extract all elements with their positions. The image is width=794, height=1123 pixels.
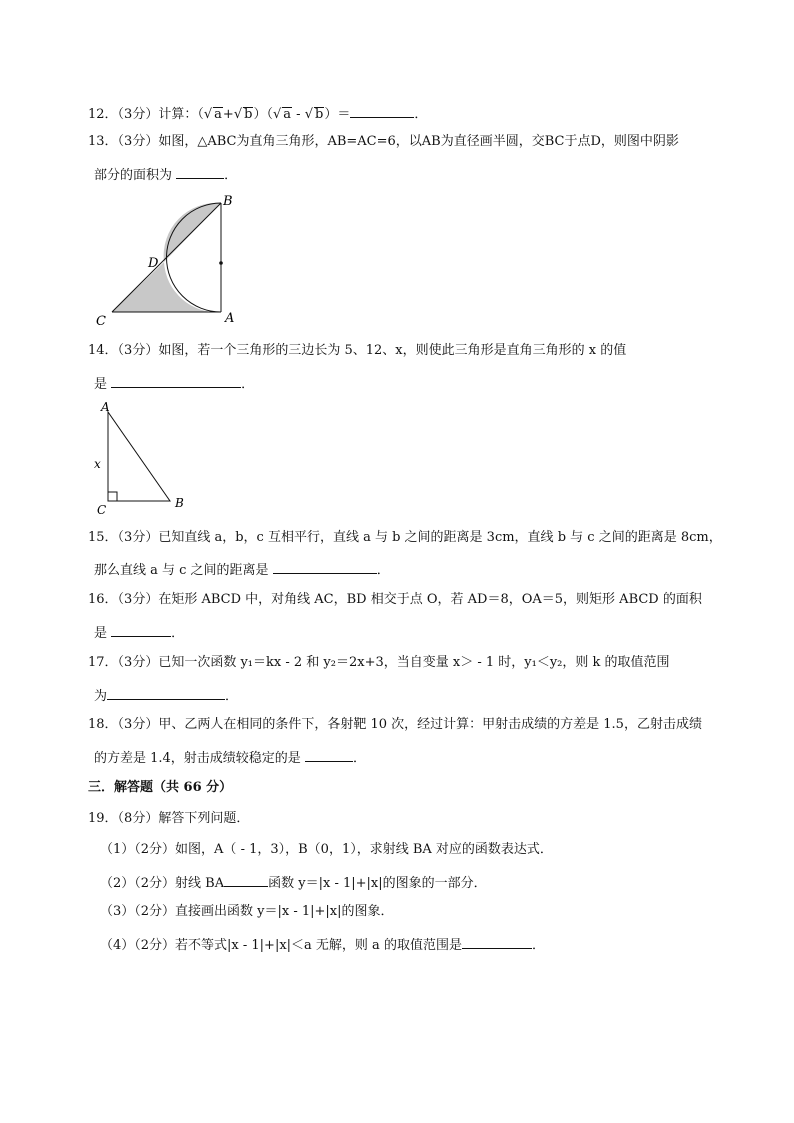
q19-part2-blank[interactable] [224, 872, 268, 887]
q18-score: （3分） [117, 717, 159, 732]
q13-label-c: C [96, 314, 106, 329]
q17-text: 已知一次函数 y₁＝kx - 2 和 y₂＝2x+3，当自变量 x＞ - 1 时，y₁＜y₂，则 k 的取值范围 [158, 655, 670, 670]
q19-score: （8分） [117, 811, 159, 826]
q19-part2-b: 函数 y＝|x - 1|+|x|的图象的一部分． [268, 876, 487, 891]
sqrt-sign: √ [304, 107, 313, 122]
q19-line1 [88, 810, 249, 828]
q15-line2 [94, 559, 390, 580]
q19-part4-end: ． [531, 938, 545, 953]
q12-mid: ）（ [253, 107, 273, 122]
q16-score: （3分） [117, 592, 159, 607]
q18-text2: 的方差是 1.4，射击成绩较稳定的是 [94, 751, 301, 766]
q12-score: （3分） [117, 107, 159, 122]
q13-label-a: A [225, 311, 235, 326]
q14-right-angle-mark [108, 492, 117, 501]
q15-text: 已知直线 a，b，c 互相平行，直线 a 与 b 之间的距离是 3cm，直线 b 与 c 之间的距离是 8cm， [158, 530, 722, 545]
q12-plus: + [222, 107, 234, 122]
q12-answer-blank[interactable] [350, 103, 414, 118]
q18-end: ． [352, 751, 366, 766]
q14-line2 [94, 373, 254, 394]
q18-answer-blank[interactable] [305, 747, 353, 762]
q13-figure [92, 190, 252, 330]
q12-end: ． [414, 107, 428, 122]
q14-figure [90, 398, 200, 518]
q13-end: ． [224, 168, 238, 183]
sqrt-sign: √ [233, 107, 243, 122]
q15-score: （3分） [117, 530, 159, 545]
q16-end: ． [171, 626, 185, 641]
q19-part2-a: （2）（2分）射线 BA [100, 876, 225, 891]
q18-text: 甲、乙两人在相同的条件下，各射靶 10 次，经过计算：甲射击成绩的方差是 1.5，乙射击成绩 [158, 717, 702, 732]
q12-sqrt-b2: b [314, 107, 324, 122]
q17-end: ． [225, 689, 239, 704]
q13-text: 如图，△ABC为直角三角形，AB=AC=6，以AB为直径画半圆，交BC于点D，则图中阴影 [158, 134, 679, 149]
q19-part1: （1）（2分）如图，A（ - 1，3），B（0，1），求射线 BA 对应的函数表达式． [100, 842, 553, 857]
q13-answer-blank[interactable] [176, 164, 224, 179]
q17-line2 [94, 685, 238, 706]
q19-text: 解答下列问题． [158, 811, 250, 826]
q17-score: （3分） [117, 655, 159, 670]
q15-answer-blank[interactable] [273, 559, 377, 574]
q19-part3: （3）（2分）直接画出函数 y＝|x - 1|+|x|的图象． [100, 904, 394, 919]
q13-line2 [94, 164, 237, 185]
q16-text2: 是 [94, 626, 108, 641]
sqrt-sign: √ [203, 107, 213, 122]
q12-sqrt-b1: b [244, 107, 253, 122]
q17-answer-blank[interactable] [107, 685, 225, 700]
q12-sqrt-a1: a [214, 107, 222, 122]
q19-num: 19． [88, 811, 118, 826]
q14-label-x: x [94, 457, 101, 471]
q16-num: 16． [88, 592, 118, 607]
q13-label-d: D [148, 256, 159, 271]
section-heading: 三．解答题（共 66 分） [88, 780, 233, 795]
q14-answer-blank[interactable] [111, 373, 241, 388]
q12-text: 计算：（ [158, 107, 204, 122]
q17-num: 17． [88, 655, 118, 670]
q15-line1 [88, 529, 722, 547]
q19-part2 [100, 872, 487, 893]
q13-score: （3分） [117, 134, 159, 149]
q12-minus: - [292, 107, 305, 122]
q18-num: 18． [88, 717, 118, 732]
q12-sqrt-a2: a [283, 107, 292, 122]
q18-line2 [94, 747, 366, 768]
q14-score: （3分） [117, 343, 159, 358]
q14-label-b: B [175, 496, 184, 510]
q16-line2 [94, 622, 184, 643]
q14-label-c: C [97, 503, 107, 517]
q14-triangle [108, 412, 170, 501]
q17-text2: 为 [94, 689, 108, 704]
q13-shaded-lower [112, 262, 221, 312]
q13-num: 13． [88, 134, 118, 149]
q14-line1 [88, 342, 626, 360]
q16-answer-blank[interactable] [111, 622, 171, 637]
q15-text2: 那么直线 a 与 c 之间的距离是 [94, 563, 269, 578]
q17-line1 [88, 654, 670, 672]
q13-label-b: B [223, 194, 233, 209]
q14-label-a: A [101, 400, 110, 414]
q13-center-dot [219, 261, 223, 265]
q14-num: 14． [88, 343, 118, 358]
q15-end: ． [376, 563, 390, 578]
q19-part4 [100, 934, 545, 955]
q14-end: ． [241, 377, 255, 392]
q13-line1 [88, 133, 679, 151]
q12-close: ）＝ [324, 107, 351, 122]
q14-text: 如图，若一个三角形的三边长为 5、12、x，则使此三角形是直角三角形的 x 的值 [158, 343, 627, 358]
q13-text2: 部分的面积为 [94, 168, 173, 183]
q19-part4-blank[interactable] [462, 934, 532, 949]
q18-line1 [88, 716, 702, 734]
q16-text: 在矩形 ABCD 中，对角线 AC，BD 相交于点 O，若 AD＝8，OA＝5，则矩形 ABCD 的面积 [158, 592, 702, 607]
q12 [88, 103, 427, 124]
sqrt-sign: √ [272, 107, 282, 122]
q14-text2: 是 [94, 377, 108, 392]
q19-part4-a: （4）（2分）若不等式|x - 1|+|x|＜a 无解，则 a 的取值范围是 [100, 938, 462, 953]
q16-line1 [88, 591, 702, 609]
q15-num: 15． [88, 530, 118, 545]
q12-num: 12． [88, 107, 118, 122]
